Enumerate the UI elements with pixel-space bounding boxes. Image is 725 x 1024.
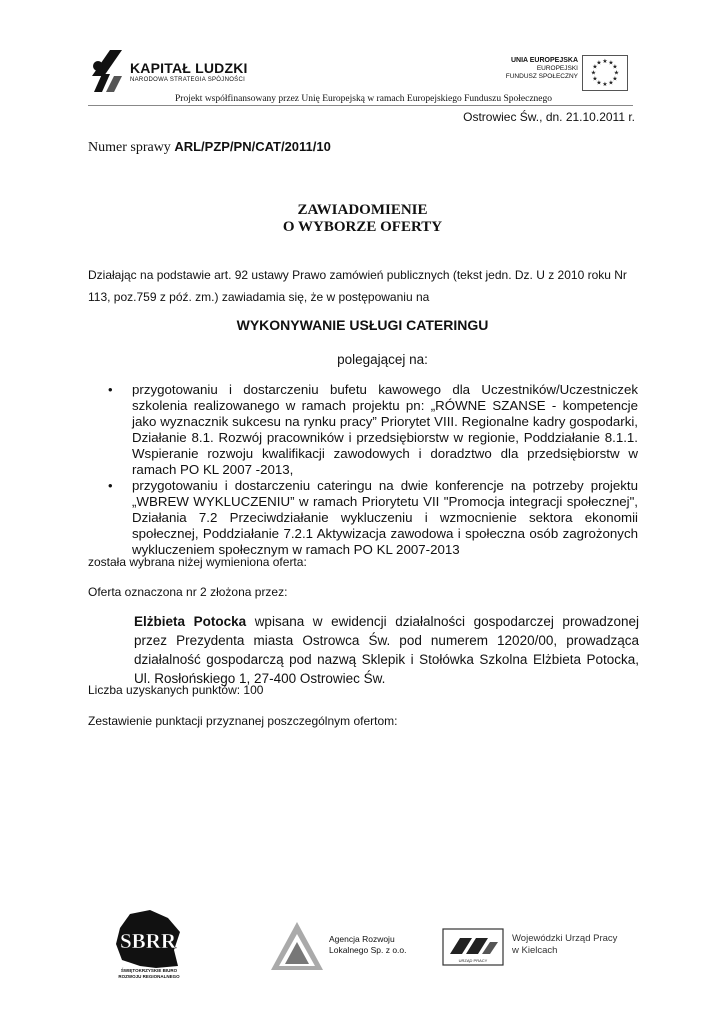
svg-text:★: ★ xyxy=(596,79,602,87)
case-number-value: ARL/PZP/PN/CAT/2011/10 xyxy=(174,139,331,154)
case-number xyxy=(88,139,331,156)
title-line-2: O WYBORZE OFERTY xyxy=(282,219,443,235)
ue-line-2: EUROPEJSKI xyxy=(536,65,578,72)
svg-text:★: ★ xyxy=(596,59,602,67)
consisting-text: polegającej na: xyxy=(337,352,428,367)
wup-name xyxy=(512,933,617,957)
winner-details: wpisana w ewidencji działalności gospodarczej prowadzonej przez Prezydenta miasta Ostrowca Św. pod numerem 12020/00, prowadząca działalność gospodarczą pod nazwą Sklepik i Stołówka Szkolna Elżbieta Potocka, Ul. Rosłońskiego 1, 27-400 Ostrowiec Św. xyxy=(134,614,639,686)
eu-flag-icon xyxy=(582,55,628,91)
bullet-icon: • xyxy=(108,478,113,493)
wup-line-1: Wojewódzki Urząd Pracy xyxy=(512,933,618,944)
svg-text:★: ★ xyxy=(590,69,597,77)
scope-list-item xyxy=(108,478,638,558)
intro-paragraph: Działając na podstawie art. 92 ustawy Prawo zamówień publicznych (tekst jedn. Dz. U z 2010 roku Nr 113, poz.759 z póź. zm.) zawiadamia się, że w postępowaniu na xyxy=(88,268,627,304)
arl-line-2: Lokalnego Sp. z o.o. xyxy=(329,945,407,955)
points-line: Liczba uzyskanych punktów: 100 xyxy=(88,683,264,697)
kapital-ludzki-logo xyxy=(88,46,128,98)
consisting-of-label xyxy=(0,352,725,367)
scope-list-item xyxy=(108,382,638,478)
svg-text:★: ★ xyxy=(602,58,608,65)
case-number-label: Numer sprawy xyxy=(88,140,171,155)
winning-bidder xyxy=(134,612,639,688)
winner-name: Elżbieta Potocka xyxy=(134,614,247,629)
sbrr-caption-line-2: ROZWOJU REGIONALNEGO xyxy=(118,974,180,979)
date-line: Ostrowiec Św., dn. 21.10.2011 r. xyxy=(463,110,635,124)
sbrr-caption-line-1: ŚWIĘTOKRZYSKIE BIURO xyxy=(120,968,178,973)
scope-list xyxy=(108,382,638,558)
scope-item-text: przygotowaniu i dostarczeniu cateringu na dwie konferencje na potrzeby projektu „WBREW WYKLUCZENIU” w ramach Priorytetu VII "Promocja integracji społecznej", Działania 7.2 Przeciwdziałanie wykluczeniu i wzmocnienie sektora ekonomii społecznej, Poddziałanie 7.2.1 Aktywizacja zawodowa i społeczna osób zagrożonych wykluczeniem społecznym w ramach PO KL 2007-2013 xyxy=(132,478,638,557)
selected-offer-line: została wybrana niżej wymieniona oferta: xyxy=(88,555,307,569)
svg-text:★: ★ xyxy=(613,69,620,77)
kapital-ludzki-subtitle: NARODOWA STRATEGIA SPÓJNOŚCI xyxy=(130,77,246,83)
wup-logo-icon xyxy=(442,928,504,966)
bullet-icon: • xyxy=(108,382,113,397)
title-line-1: ZAWIADOMIENIE xyxy=(297,202,428,218)
svg-text:★: ★ xyxy=(602,81,608,88)
document-title xyxy=(0,202,725,236)
wup-badge-text: URZĄD PRACY xyxy=(458,958,488,963)
project-cofinancing-line: Projekt współfinansowany przez Unię Europejską w ramach Europejskiego Funduszu Społecznego xyxy=(175,94,552,104)
svg-text:★: ★ xyxy=(592,63,598,71)
arl-logo-icon xyxy=(270,920,325,972)
svg-text:★: ★ xyxy=(608,59,614,67)
svg-text:★: ★ xyxy=(608,79,614,87)
arl-line-1: Agencja Rozwoju xyxy=(329,934,395,944)
kapital-ludzki-title: KAPITAŁ LUDZKI xyxy=(130,60,248,76)
ue-line-1: UNIA EUROPEJSKA xyxy=(510,57,578,64)
scope-item-text: przygotowaniu i dostarczeniu bufetu kawowego dla Uczestników/Uczestniczek szkolenia realizowanego w ramach projektu pn: „RÓWNE SZANSE - kompetencje jako wyznacznik sukcesu na rynku pracy” Priorytet VIII. Regionalne kadry gospodarki, Działanie 8.1. Rozwój pracowników i przedsiębiorstw w regionie, Poddziałanie 8.1.1. Wspieranie rozwoju kwalifikacji zawodowych i doradztwo dla przedsiębiorstw w ramach PO KL 2007 -2013, xyxy=(132,382,638,477)
arl-name xyxy=(329,934,407,956)
ue-text-block xyxy=(505,57,578,81)
ue-line-3: FUNDUSZ SPOŁECZNY xyxy=(505,73,578,80)
svg-text:★: ★ xyxy=(612,75,618,83)
header-divider xyxy=(88,105,633,106)
procurement-subject: WYKONYWANIE USŁUGI CATERINGU xyxy=(236,317,489,333)
svg-text:★: ★ xyxy=(592,75,598,83)
wup-line-2: w Kielcach xyxy=(512,945,558,956)
offer-number-line: Oferta oznaczona nr 2 złożona przez: xyxy=(88,585,288,599)
sbrr-caption xyxy=(103,968,195,980)
sbrr-logo-text: SBRR xyxy=(119,929,177,953)
svg-text:★: ★ xyxy=(612,63,618,71)
summary-line: Zestawienie punktacji przyznanej poszczególnym ofertom: xyxy=(88,714,398,728)
